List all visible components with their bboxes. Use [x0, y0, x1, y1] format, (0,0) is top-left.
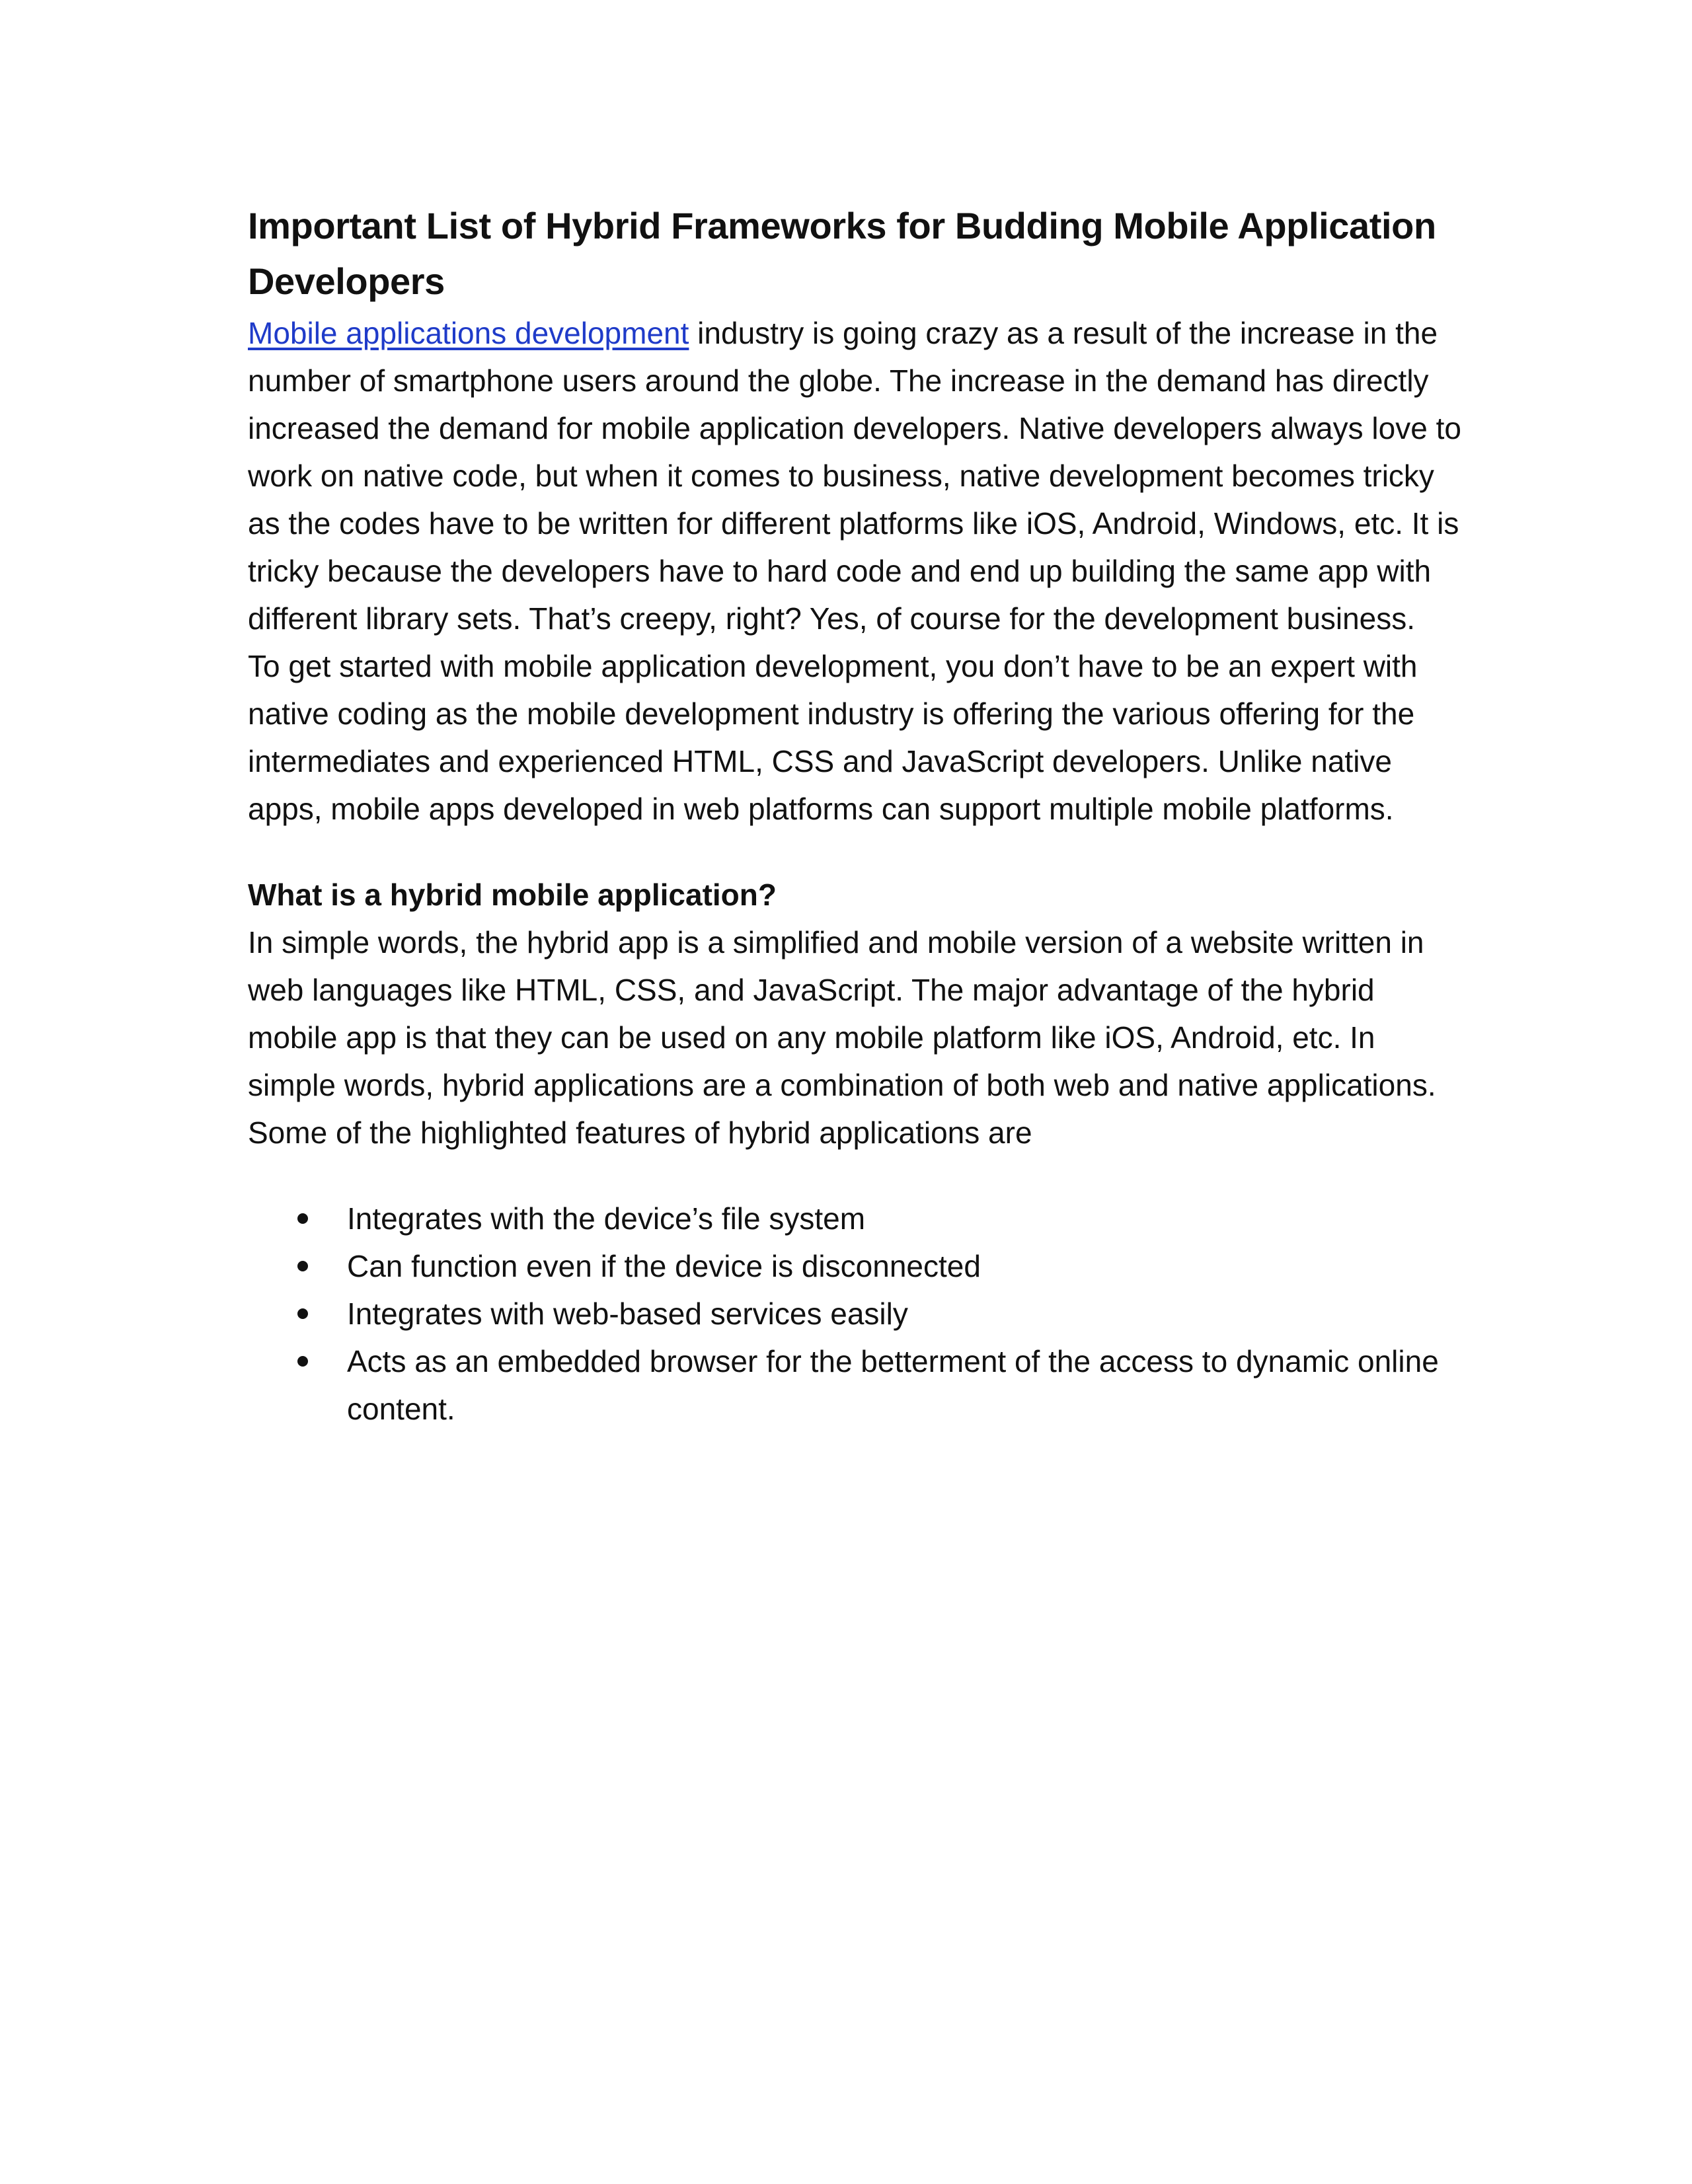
section-heading: What is a hybrid mobile application?	[248, 878, 777, 912]
list-item	[248, 1290, 1464, 1337]
bullet-icon	[297, 1213, 308, 1224]
list-item-text: Acts as an embedded browser for the betterment of the access to dynamic online content.	[347, 1344, 1439, 1426]
intro-paragraph	[248, 309, 1464, 642]
list-item-text: Integrates with the device’s file system	[347, 1201, 866, 1236]
document-content	[248, 198, 1464, 1433]
bullet-icon	[297, 1308, 308, 1319]
bullet-icon	[297, 1356, 308, 1367]
features-list	[248, 1195, 1464, 1433]
hybrid-definition-paragraph: In simple words, the hybrid app is a simplified and mobile version of a website written in web languages like HTML, CSS, and JavaScript. The major advantage of the hybrid mobile app is that they can be used on any mobile platform like iOS, Android, etc. In simple words, hybrid applications are a combination of both web and native applications. Some of the highlighted features of hybrid applications are	[248, 925, 1436, 1150]
list-item	[248, 1242, 1464, 1290]
list-item-text: Can function even if the device is disconnected	[347, 1249, 981, 1283]
list-item-text: Integrates with web-based services easily	[347, 1297, 908, 1331]
list-item	[248, 1195, 1464, 1242]
mobile-development-link[interactable]: Mobile applications development	[248, 316, 689, 350]
document-title: Important List of Hybrid Frameworks for Budding Mobile Application Developers	[248, 205, 1436, 302]
bullet-icon	[297, 1261, 308, 1271]
intro-paragraph-text: industry is going crazy as a result of the increase in the number of smartphone users around the globe. The increase in the demand has directly increased the demand for mobile application developers. Native developers always love to work on native code, but when it comes to business, native development becomes tricky as the codes have to be written for different platforms like iOS, Android, Windows, etc. It is tricky because the developers have to hard code and end up building the same app with different library sets. That’s creepy, right? Yes, of course for the development business.	[248, 316, 1461, 636]
list-item	[248, 1337, 1464, 1433]
getting-started-paragraph: To get started with mobile application development, you don’t have to be an expert with native coding as the mobile development industry is offering the various offering for the intermediates and experienced HTML, CSS and JavaScript developers. Unlike native apps, mobile apps developed in web platforms can support multiple mobile platforms.	[248, 649, 1418, 826]
